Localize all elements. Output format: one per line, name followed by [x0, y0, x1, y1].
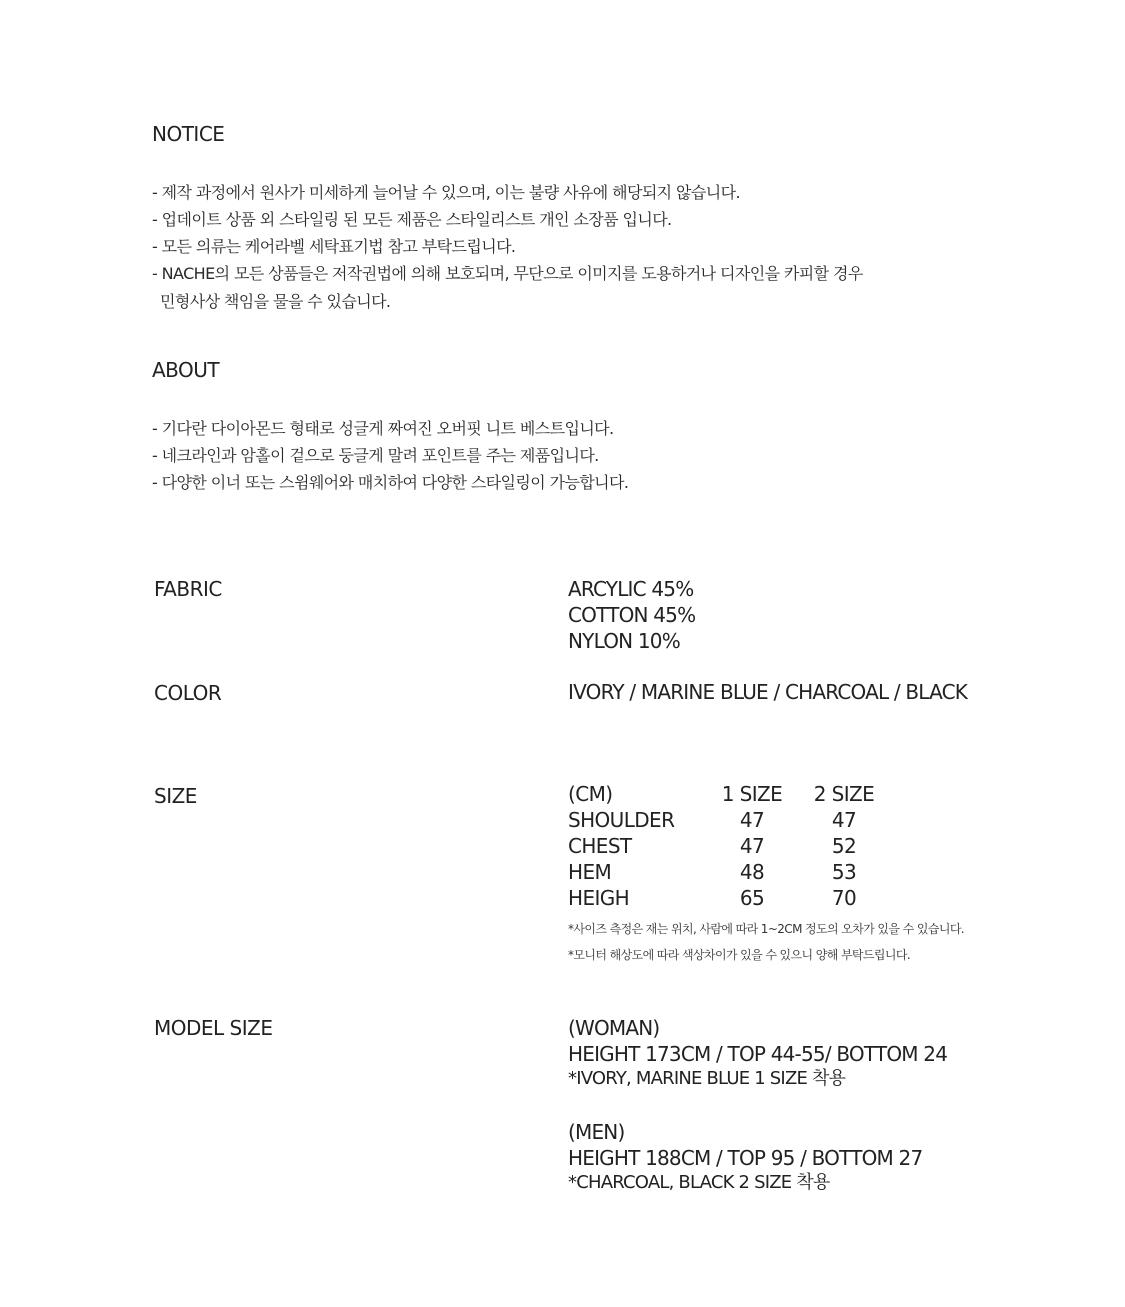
- model-men-spec: HEIGHT 188CM / TOP 95 / BOTTOM 27: [568, 1146, 923, 1170]
- size-row-label: HEIGH: [568, 886, 630, 910]
- model-men-title: (MEN): [568, 1120, 625, 1144]
- size-header-1: 1 SIZE: [721, 782, 783, 806]
- size-row-label: SHOULDER: [568, 808, 675, 832]
- size-row-value: 52: [831, 834, 857, 858]
- fabric-value: NYLON 10%: [568, 629, 680, 653]
- color-label: COLOR: [154, 681, 222, 705]
- size-row-value: 53: [831, 860, 857, 884]
- fabric-value: ARCYLIC 45%: [568, 577, 694, 601]
- size-note: *사이즈 측정은 재는 위치, 사람에 따라 1~2CM 정도의 오차가 있을 수 있습니다.: [568, 922, 965, 936]
- size-row-label: CHEST: [568, 834, 632, 858]
- size-table: [568, 781, 890, 911]
- size-row-value: 48: [739, 860, 765, 884]
- notice-heading: NOTICE: [152, 122, 225, 146]
- fabric-label: FABRIC: [154, 577, 222, 601]
- notice-line: 민형사상 책임을 물을 수 있습니다.: [160, 292, 391, 311]
- notice-line: - 업데이트 상품 외 스타일링 된 모든 제품은 스타일리스트 개인 소장품 입니다.: [152, 210, 672, 229]
- table-row: [568, 885, 890, 911]
- table-row: [568, 833, 890, 859]
- size-row-value: 47: [831, 808, 857, 832]
- fabric-value: COTTON 45%: [568, 603, 696, 627]
- size-row-value: 47: [739, 834, 765, 858]
- size-row-value: 65: [739, 886, 765, 910]
- size-row-value: 70: [831, 886, 857, 910]
- size-label: SIZE: [154, 784, 197, 808]
- size-header-unit: (CM): [568, 782, 613, 806]
- notice-line: - 모든 의류는 케어라벨 세탁표기법 참고 부탁드립니다.: [152, 237, 516, 256]
- size-table-header-row: [568, 781, 890, 807]
- model-woman-spec: HEIGHT 173CM / TOP 44-55/ BOTTOM 24: [568, 1042, 948, 1066]
- model-size-label: MODEL SIZE: [154, 1016, 273, 1040]
- color-value: IVORY / MARINE BLUE / CHARCOAL / BLACK: [568, 680, 968, 704]
- about-line: - 기다란 다이아몬드 형태로 성글게 짜여진 오버핏 니트 베스트입니다.: [152, 419, 614, 438]
- model-woman-note: *IVORY, MARINE BLUE 1 SIZE 착용: [568, 1068, 846, 1089]
- model-men-note: *CHARCOAL, BLACK 2 SIZE 착용: [568, 1172, 830, 1193]
- about-line: - 네크라인과 암홀이 겉으로 둥글게 말려 포인트를 주는 제품입니다.: [152, 446, 599, 465]
- table-row: [568, 807, 890, 833]
- about-line: - 다양한 이너 또는 스윔웨어와 매치하여 다양한 스타일링이 가능합니다.: [152, 473, 629, 492]
- size-note: *모니터 해상도에 따라 색상차이가 있을 수 있으니 양해 부탁드립니다.: [568, 948, 911, 962]
- size-header-2: 2 SIZE: [813, 782, 875, 806]
- table-row: [568, 859, 890, 885]
- notice-line: - 제작 과정에서 원사가 미세하게 늘어날 수 있으며, 이는 불량 사유에 해당되지 않습니다.: [152, 183, 740, 202]
- size-row-label: HEM: [568, 860, 612, 884]
- notice-line: - NACHE의 모든 상품들은 저작권법에 의해 보호되며, 무단으로 이미지를 도용하거나 디자인을 카피할 경우: [152, 264, 863, 283]
- size-row-value: 47: [739, 808, 765, 832]
- about-heading: ABOUT: [152, 358, 220, 382]
- model-woman-title: (WOMAN): [568, 1016, 660, 1040]
